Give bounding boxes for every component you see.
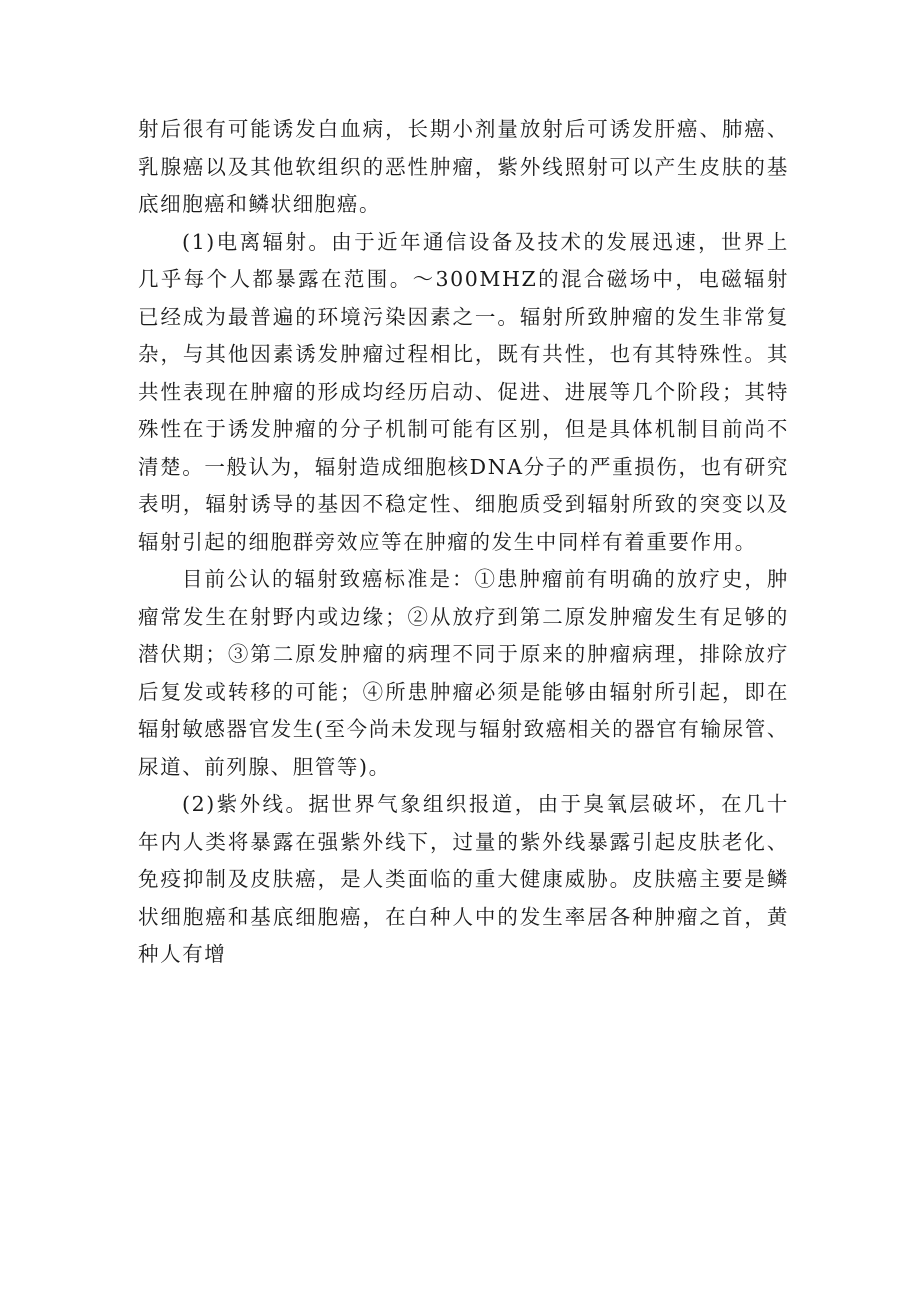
paragraph-ionizing-radiation: (1)电离辐射。由于近年通信设备及技术的发展迅速，世界上几乎每个人都暴露在范围。～300MHZ的混合磁场中，电磁辐射已经成为最普遍的环境污染因素之一。辐射所致肿瘤的发生非常复杂，与其他因素诱发肿瘤过程相比，既有共性，也有其特殊性。其共性表现在肿瘤的形成均经历启动、促进、进展等几个阶段；其特殊性在于诱发肿瘤的分子机制可能有区别，但是具体机制目前尚不清楚。一般认为，辐射造成细胞核DNA分子的严重损伤，也有研究表明，辐射诱导的基因不稳定性、细胞质受到辐射所致的突变以及辐射引起的细胞群旁效应等在肿瘤的发生中同样有着重要作用。 bbox=[138, 229, 789, 554]
paragraph-continuation: 射后很有可能诱发白血病，长期小剂量放射后可诱发肝癌、肺癌、乳腺癌以及其他软组织的恶性肿瘤，紫外线照射可以产生皮肤的基底细胞癌和鳞状细胞癌。 bbox=[138, 117, 789, 216]
paragraph-radiation-carcinogenesis-criteria: 目前公认的辐射致癌标准是：①患肿瘤前有明确的放疗史，肿瘤常发生在射野内或边缘；②从放疗到第二原发肿瘤发生有足够的潜伏期；③第二原发肿瘤的病理不同于原来的肿瘤病理，排除放疗后复发或转移的可能；④所患肿瘤必须是能够由辐射所引起，即在辐射敏感器官发生(至今尚未发现与辐射致癌相关的器官有输尿管、尿道、前列腺、胆管等)。 bbox=[138, 567, 789, 779]
paragraph-ultraviolet: (2)紫外线。据世界气象组织报道，由于臭氧层破坏，在几十年内人类将暴露在强紫外线下，过量的紫外线暴露引起皮肤老化、免疫抑制及皮肤癌，是人类面临的重大健康威胁。皮肤癌主要是鳞状细胞癌和基底细胞癌，在白种人中的发生率居各种肿瘤之首，黄种人有增 bbox=[138, 792, 789, 966]
document-body bbox=[138, 111, 789, 974]
